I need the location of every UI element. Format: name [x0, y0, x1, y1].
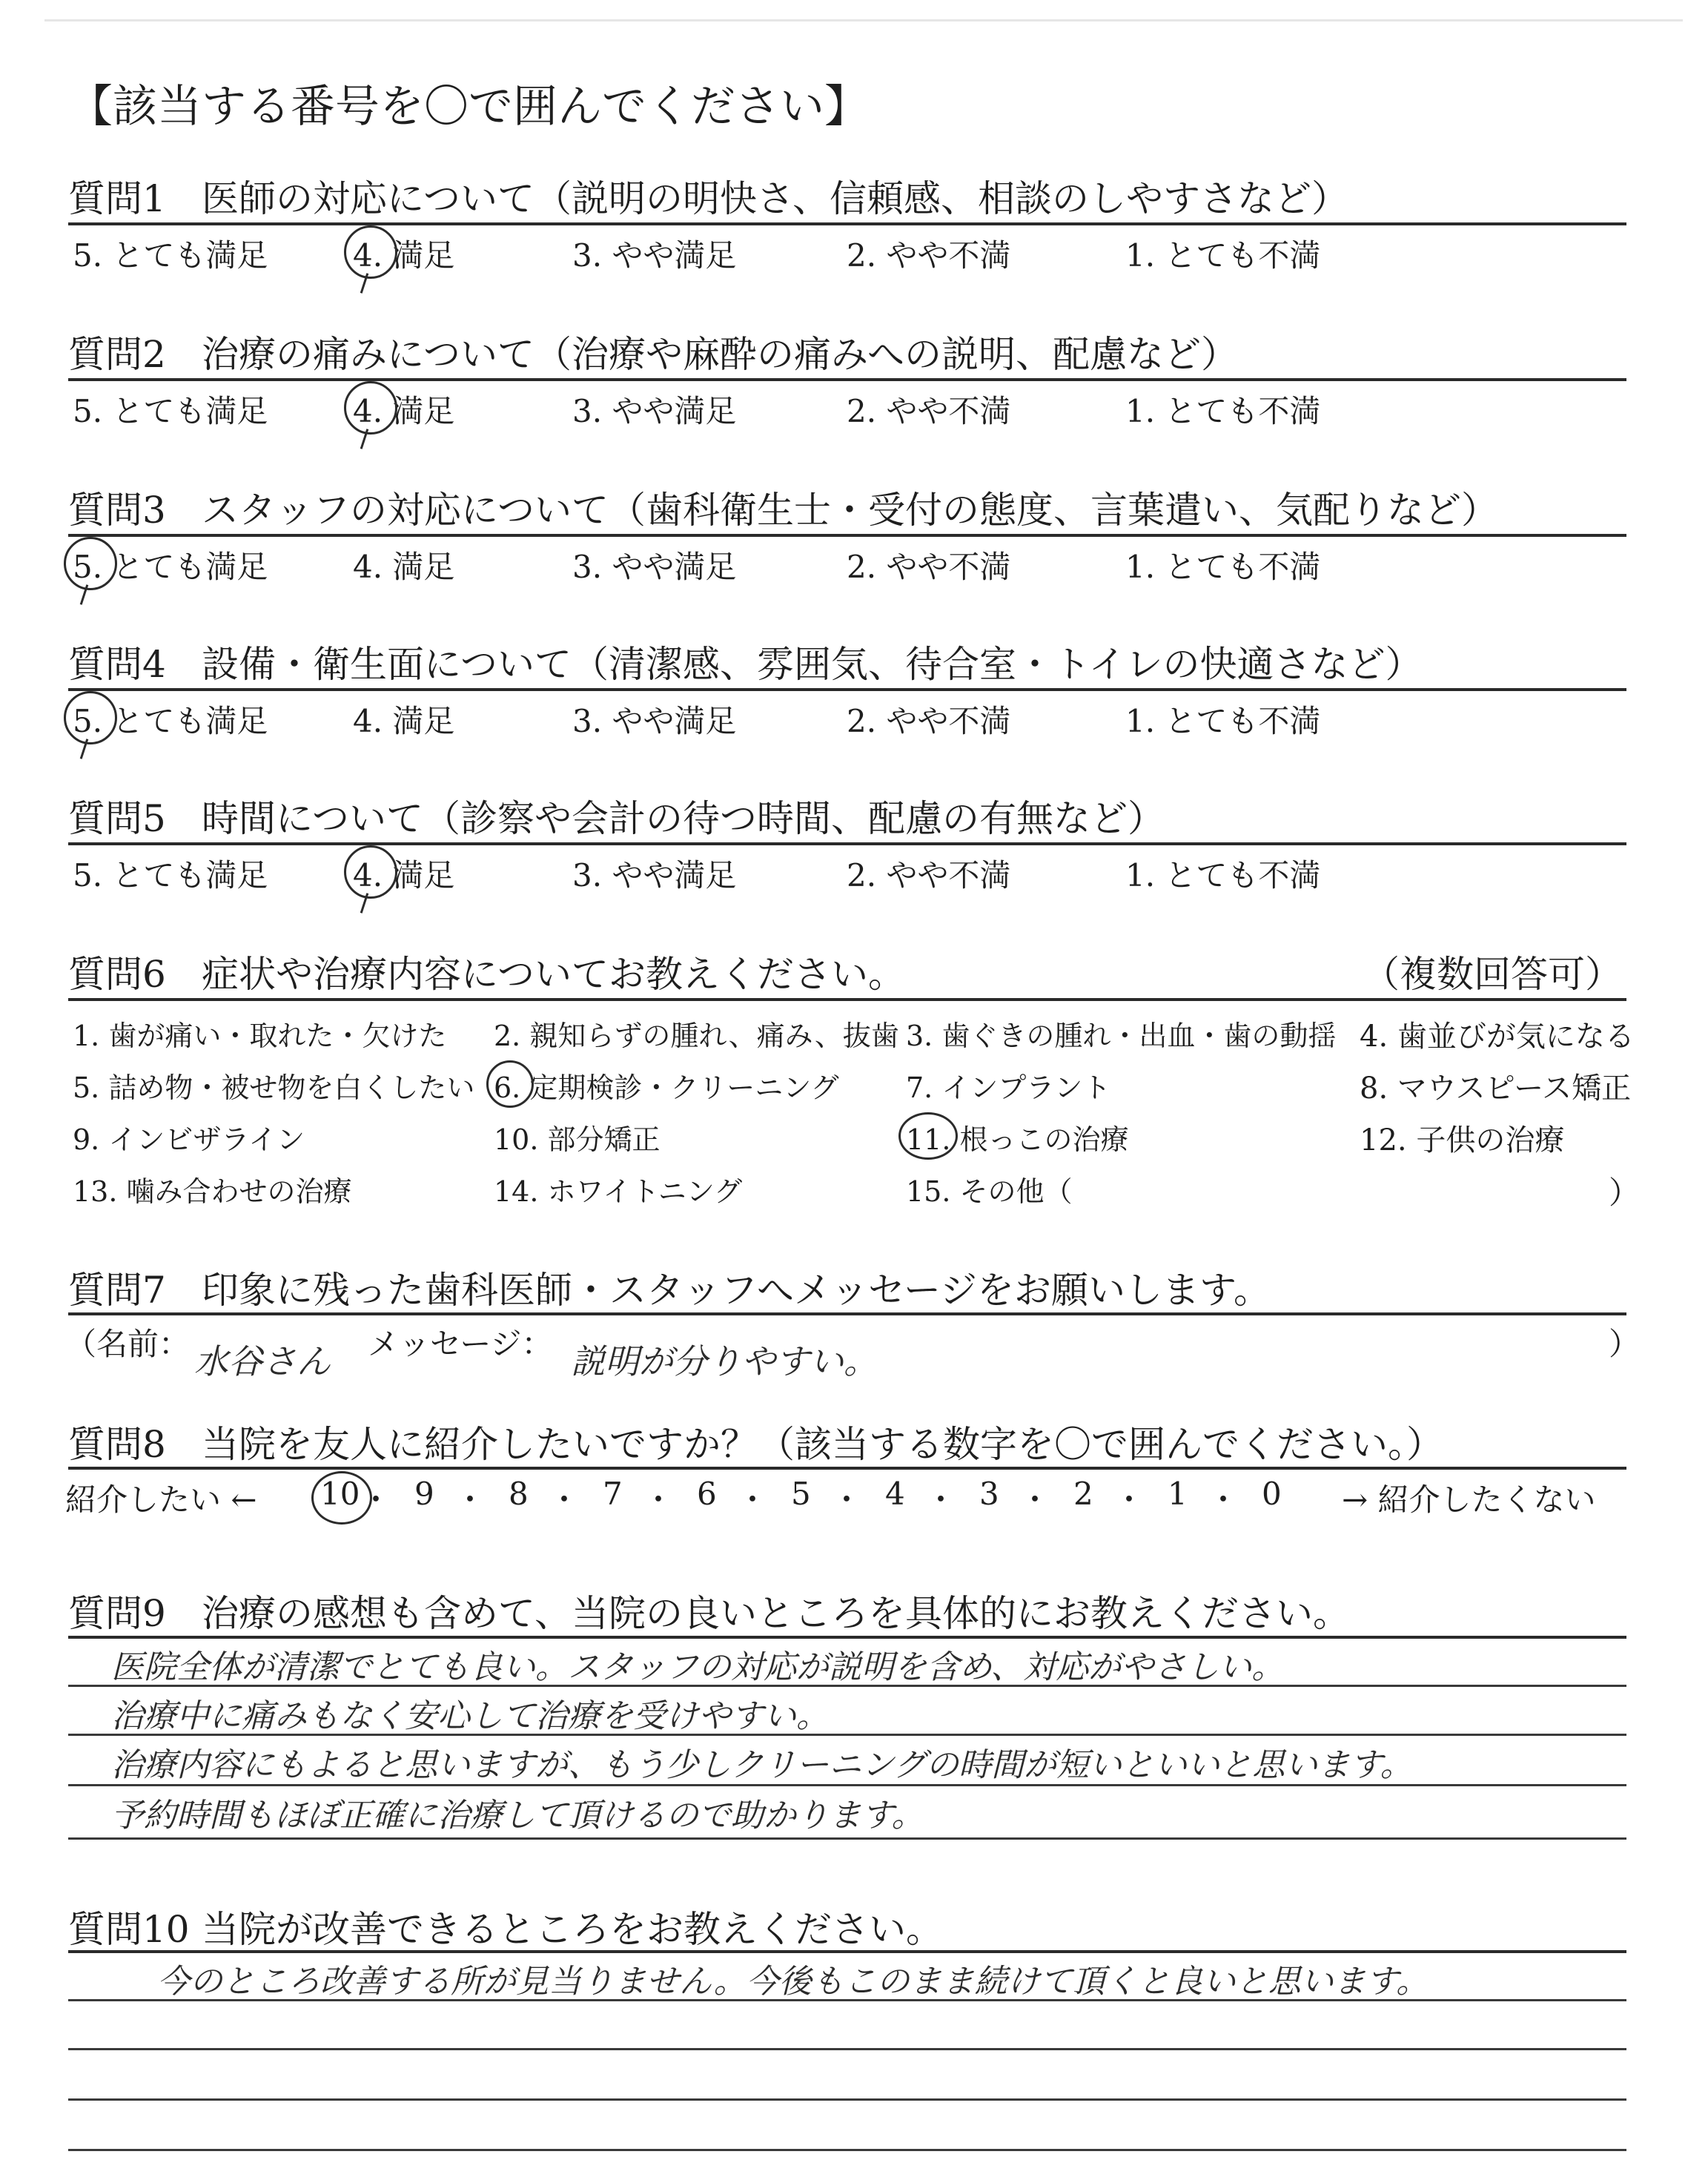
- treatment-option-6[interactable]: 6. 定期検診・クリーニング: [494, 1071, 839, 1104]
- rating-option-3[interactable]: 3. やや満足: [572, 549, 737, 585]
- recommend-value-8[interactable]: 8: [509, 1476, 529, 1512]
- scale-separator: ・: [1019, 1482, 1051, 1518]
- selected-answer-circle: [64, 691, 117, 744]
- rating-option-4[interactable]: 4. 満足: [353, 857, 455, 894]
- question-rule: [68, 688, 1626, 691]
- rating-option-5[interactable]: 5. とても満足: [73, 549, 268, 585]
- question-3-title: [68, 480, 1498, 534]
- treatment-option-13[interactable]: 13. 噛み合わせの治療: [73, 1175, 352, 1208]
- rating-option-1[interactable]: 1. とても不満: [1125, 237, 1321, 274]
- recommend-value-3[interactable]: 3: [979, 1476, 999, 1512]
- question-1-title: [68, 169, 1348, 222]
- answer-line: [68, 1950, 1626, 1953]
- handwritten-answer-line[interactable]: 医院全体が清潔でとても良い。スタッフの対応が説明を含め、対応がやさしい。: [111, 1648, 1285, 1686]
- recommend-right-label: → 紹介したくない: [1342, 1482, 1596, 1518]
- question-text: 当院が改善できるところをお教えください。: [202, 1908, 943, 1951]
- selected-answer-circle: [344, 845, 397, 899]
- close-paren: ）: [1609, 1326, 1641, 1362]
- page-title: 【該当する番号を〇で囲んでください】: [68, 81, 869, 133]
- recommend-value-7[interactable]: 7: [603, 1476, 623, 1512]
- scale-separator: ・: [454, 1482, 486, 1518]
- question-rule: [68, 1312, 1626, 1315]
- question-text: スタッフの対応について（歯科衛生士・受付の態度、言葉遣い、気配りなど）: [202, 489, 1498, 532]
- question-rule: [68, 1467, 1626, 1470]
- rating-option-2[interactable]: 2. やや不満: [847, 393, 1011, 429]
- scale-separator: ・: [925, 1482, 957, 1518]
- message-label: メッセージ：: [368, 1326, 553, 1362]
- treatment-option-8[interactable]: 8. マウスピース矯正: [1360, 1071, 1632, 1106]
- question-rule: [68, 534, 1626, 537]
- question-text: 治療の痛みについて（治療や麻酔の痛みへの説明、配慮など）: [202, 333, 1238, 376]
- treatment-option-12[interactable]: 12. 子供の治療: [1360, 1123, 1565, 1157]
- recommend-value-9[interactable]: 9: [414, 1476, 434, 1512]
- selected-answer-circle: [898, 1112, 958, 1160]
- rating-option-5[interactable]: 5. とても満足: [73, 393, 268, 429]
- answer-line: [68, 2048, 1626, 2050]
- rating-option-1[interactable]: 1. とても不満: [1125, 857, 1321, 894]
- question-6-title: [68, 945, 905, 998]
- question-number: 質問5: [68, 797, 166, 840]
- question-text: 症状や治療内容についてお教えください。: [202, 953, 905, 996]
- recommend-left-label: 紹介したい ←: [65, 1482, 257, 1518]
- close-paren: ）: [1609, 1175, 1641, 1211]
- question-number: 質問4: [68, 643, 166, 686]
- recommend-value-6[interactable]: 6: [697, 1476, 717, 1512]
- question-text: 治療の感想も含めて、当院の良いところを具体的にお教えください。: [202, 1592, 1350, 1635]
- question-rule: [68, 222, 1626, 225]
- rating-option-4[interactable]: 4. 満足: [353, 549, 455, 585]
- handwritten-answer-line[interactable]: 予約時間もほぼ正確に治療して頂けるので助かります。: [111, 1797, 924, 1834]
- question-10-title: [68, 1900, 943, 1953]
- treatment-option-15[interactable]: 15. その他（: [906, 1175, 1073, 1208]
- message-value[interactable]: 説明が分りやすい。: [571, 1341, 878, 1381]
- treatment-option-5[interactable]: 5. 詰め物・被せ物を白くしたい: [73, 1071, 475, 1104]
- rating-option-1[interactable]: 1. とても不満: [1125, 393, 1321, 429]
- scale-separator: ・: [1113, 1482, 1145, 1518]
- scale-separator: ・: [549, 1482, 580, 1518]
- question-rule: [68, 842, 1626, 845]
- treatment-option-7[interactable]: 7. インプラント: [906, 1071, 1111, 1104]
- rating-option-1[interactable]: 1. とても不満: [1125, 549, 1321, 585]
- question-number: 質問7: [68, 1269, 166, 1312]
- recommend-value-5[interactable]: 5: [791, 1476, 811, 1512]
- rating-option-2[interactable]: 2. やや不満: [847, 549, 1011, 585]
- question-5-title: [68, 789, 1165, 842]
- scale-separator: ・: [1208, 1482, 1239, 1518]
- name-value[interactable]: 水谷さん: [194, 1341, 331, 1381]
- treatment-option-4[interactable]: 4. 歯並びが気になる: [1360, 1020, 1635, 1054]
- question-number: 質問10: [68, 1908, 190, 1951]
- rating-option-5[interactable]: 5. とても満足: [73, 703, 268, 739]
- rating-option-4[interactable]: 4. 満足: [353, 703, 455, 739]
- question-text: 当院を友人に紹介したいですか？（該当する数字を〇で囲んでください。）: [202, 1423, 1443, 1466]
- selected-answer-circle: [64, 537, 117, 590]
- recommend-value-1[interactable]: 1: [1168, 1476, 1188, 1512]
- question-text: 印象に残った歯科医師・スタッフへメッセージをお願いします。: [202, 1269, 1271, 1312]
- treatment-option-1[interactable]: 1. 歯が痛い・取れた・欠けた: [73, 1020, 447, 1052]
- question-9-title: [68, 1584, 1350, 1637]
- scale-separator: ・: [737, 1482, 769, 1518]
- rating-option-5[interactable]: 5. とても満足: [73, 857, 268, 894]
- question-rule: [68, 378, 1626, 381]
- handwritten-answer-line[interactable]: 治療内容にもよると思いますが、もう少しクリーニングの時間が短いといいと思います。: [111, 1746, 1413, 1784]
- handwritten-answer-line[interactable]: 治療中に痛みもなく安心して治療を受けやすい。: [111, 1697, 829, 1735]
- rating-option-1[interactable]: 1. とても不満: [1125, 703, 1321, 739]
- treatment-option-10[interactable]: 10. 部分矯正: [494, 1123, 661, 1156]
- scale-separator: ・: [643, 1482, 675, 1518]
- scale-separator: ・: [831, 1482, 863, 1518]
- rating-option-3[interactable]: 3. やや満足: [572, 237, 737, 274]
- rating-option-3[interactable]: 3. やや満足: [572, 857, 737, 894]
- answer-line: [68, 2098, 1626, 2101]
- question-4-title: [68, 635, 1423, 688]
- selected-answer-circle: [486, 1060, 534, 1108]
- question-number: 質問3: [68, 489, 166, 532]
- question-text: 設備・衛生面について（清潔感、雰囲気、待合室・トイレの快適さなど）: [202, 643, 1423, 686]
- answer-line: [68, 1636, 1626, 1639]
- recommend-value-4[interactable]: 4: [885, 1476, 905, 1512]
- treatment-option-11[interactable]: 11. 根っこの治療: [906, 1123, 1129, 1156]
- question-number: 質問6: [68, 953, 166, 996]
- rating-option-4[interactable]: 4. 満足: [353, 237, 455, 274]
- treatment-option-3[interactable]: 3. 歯ぐきの腫れ・出血・歯の動揺: [906, 1020, 1337, 1052]
- question-text: 時間について（診察や会計の待つ時間、配慮の有無など）: [202, 797, 1165, 840]
- handwritten-answer-line[interactable]: 今のところ改善する所が見当りません。今後もこのまま続けて頂くと良いと思います。: [157, 1963, 1429, 2001]
- rating-option-2[interactable]: 2. やや不満: [847, 237, 1011, 274]
- rating-option-3[interactable]: 3. やや満足: [572, 393, 737, 429]
- question-rule: [68, 998, 1626, 1001]
- name-label: （名前：: [65, 1326, 191, 1362]
- answer-line: [68, 2149, 1626, 2151]
- question-number: 質問9: [68, 1592, 166, 1635]
- recommend-value-0[interactable]: 0: [1262, 1476, 1282, 1512]
- answer-line: [68, 1837, 1626, 1840]
- question-2-title: [68, 325, 1238, 378]
- selected-answer-circle: [311, 1471, 372, 1525]
- rating-option-2[interactable]: 2. やや不満: [847, 857, 1011, 894]
- scale-separator: ・: [360, 1482, 392, 1518]
- selected-answer-circle: [344, 225, 397, 279]
- treatment-option-9[interactable]: 9. インビザライン: [73, 1123, 305, 1156]
- rating-option-3[interactable]: 3. やや満足: [572, 703, 737, 739]
- question-text: 医師の対応について（説明の明快さ、信頼感、相談のしやすさなど）: [202, 177, 1348, 220]
- question-number: 質問8: [68, 1423, 166, 1466]
- treatment-option-2[interactable]: 2. 親知らずの腫れ、痛み、抜歯: [494, 1020, 899, 1052]
- recommend-value-10[interactable]: 10: [320, 1476, 360, 1512]
- selected-answer-circle: [344, 381, 397, 435]
- rating-option-4[interactable]: 4. 満足: [353, 393, 455, 429]
- treatment-option-14[interactable]: 14. ホワイトニング: [494, 1175, 743, 1208]
- question-number: 質問2: [68, 333, 166, 376]
- multiple-answer-note: （複数回答可）: [1363, 953, 1622, 996]
- question-8-title: [68, 1415, 1443, 1468]
- rating-option-2[interactable]: 2. やや不満: [847, 703, 1011, 739]
- rating-option-5[interactable]: 5. とても満足: [73, 237, 268, 274]
- question-number: 質問1: [68, 177, 166, 220]
- scan-edge-line: [44, 19, 1683, 22]
- recommend-value-2[interactable]: 2: [1073, 1476, 1093, 1512]
- question-7-title: [68, 1261, 1271, 1314]
